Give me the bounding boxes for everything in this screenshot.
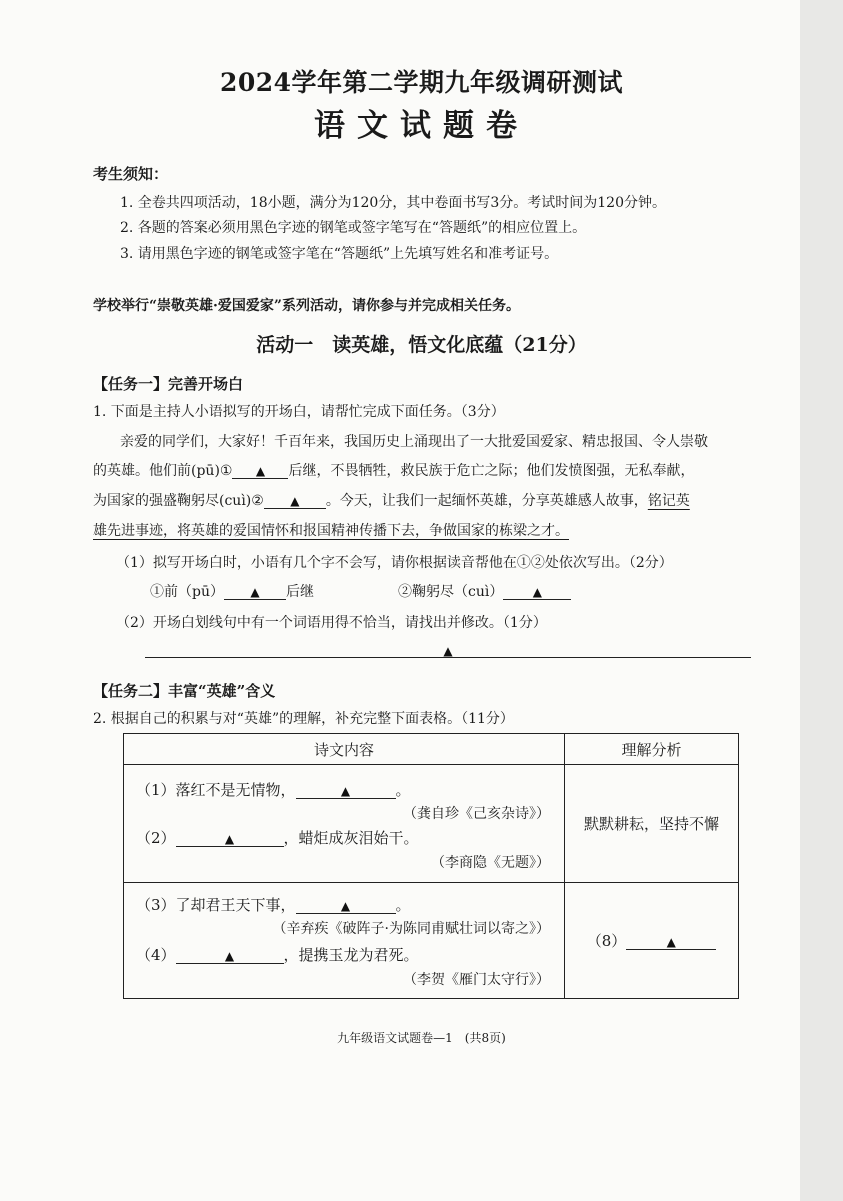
activity-intro: 学校举行“崇敬英雄·爱国爱家”系列活动，请你参与并完成相关任务。	[93, 298, 520, 314]
exam-title: 2024学年第二学期九年级调研测试	[219, 68, 624, 97]
poem-source: （李贺《雁门太守行》）	[403, 972, 550, 988]
table-header: 诗文内容	[124, 734, 565, 765]
underlined-sentence: 雄先进事迹，将英雄的爱国情怀和报国精神传播下去，争做国家的栋梁之才。	[93, 523, 569, 539]
poem-source: （辛弃疾《破阵子·为陈同甫赋壮词以寄之》）	[272, 921, 550, 937]
answer-blank-8[interactable]	[176, 948, 284, 964]
question-2: 2. 根据自己的积累与对“英雄”的理解，补充完整下面表格。（11分）	[93, 711, 514, 727]
blank-marker-icon: ▲	[666, 935, 676, 949]
analysis-label: （8）	[586, 932, 627, 950]
blank-marker-icon: ▲	[250, 585, 260, 599]
blank-marker-icon: ▲	[443, 644, 453, 658]
poem-line: （2） ▲ ，蜡炬成灰泪始干。	[136, 829, 419, 847]
blank-marker-icon: ▲	[255, 464, 266, 478]
answer-blank-4[interactable]	[503, 585, 571, 600]
answer-label: 后继	[285, 584, 314, 600]
page-footer: 九年级语文试题卷—1 (共8页)	[337, 1031, 506, 1045]
passage-line	[93, 460, 694, 480]
blank-marker-icon: ▲	[340, 899, 351, 913]
passage-text: 的英雄。他们前(pū)①	[93, 463, 233, 479]
table-cell-content	[124, 765, 565, 883]
table-cell-content	[124, 883, 565, 999]
analysis-cell	[565, 883, 739, 999]
answer-label: ②鞠躬尽（cuì）	[398, 584, 504, 600]
activity1-title: 活动一 读英雄，悟文化底蕴（21分）	[256, 334, 587, 356]
subquestion-1: （1）拟写开场白时，小语有几个字不会写，请你根据读音帮他在①②处依次写出。（2分）	[116, 555, 673, 571]
answer-blank-9[interactable]	[626, 934, 716, 950]
poem-line: （1）落红不是无情物， ▲ 。	[136, 781, 411, 799]
poem-line: （4） ▲ ，提携玉龙为君死。	[136, 946, 419, 964]
poem-line: （3）了却君王天下事， ▲ 。	[136, 896, 411, 914]
notice-item: 1. 全卷共四项活动，18小题，满分为120分，其中卷面书写3分。考试时间为120分钟。	[120, 195, 666, 211]
passage-text: 。今天，让我们一起缅怀英雄，分享英雄感人故事，	[325, 493, 648, 509]
answer-label: ①前（pū）	[150, 584, 224, 600]
blank-marker-icon: ▲	[290, 494, 300, 508]
subquestion-1-answers	[398, 581, 571, 601]
answer-line[interactable]	[145, 640, 751, 658]
blank-marker-icon: ▲	[532, 585, 542, 599]
poem-table	[123, 733, 739, 999]
answer-blank-6[interactable]	[176, 831, 284, 847]
passage-line	[93, 490, 690, 510]
blank-marker-icon: ▲	[224, 949, 235, 963]
passage-text: 为国家的强盛鞠躬尽(cuì)②	[93, 493, 264, 509]
exam-subtitle: 语文试题卷	[314, 108, 529, 144]
subquestion-2: （2）开场白划线句中有一个词语用得不恰当，请找出并修改。（1分）	[116, 615, 547, 631]
blank-marker-icon: ▲	[224, 832, 235, 846]
notice-item: 2. 各题的答案必须用黑色字迹的钢笔或签字笔写在“答题纸”的相应位置上。	[120, 220, 587, 236]
table-header: 理解分析	[565, 734, 739, 765]
passage-text: 后继，不畏牺牲，救民族于危亡之际；他们发愤图强，无私奉献，	[288, 463, 695, 479]
passage-line: 亲爱的同学们，大家好！千百年来，我国历史上涌现出了一大批爱国爱家、精忠报国、令人崇敬	[120, 434, 708, 450]
answer-blank-1[interactable]	[232, 464, 288, 479]
poem-source: （李商隐《无题》）	[431, 855, 550, 871]
answer-blank-7[interactable]	[296, 898, 396, 914]
answer-blank-5[interactable]	[296, 783, 396, 799]
notice-item: 3. 请用黑色字迹的钢笔或签字笔在“答题纸”上先填写姓名和准考证号。	[120, 246, 559, 262]
poem-source: （龚自珍《己亥杂诗》）	[403, 806, 550, 822]
notice-heading: 考生须知：	[93, 165, 169, 183]
underlined-sentence: 铭记英	[647, 493, 690, 509]
answer-blank-2[interactable]	[264, 494, 326, 509]
analysis-cell: 默默耕耘，坚持不懈	[565, 765, 739, 883]
answer-blank-3[interactable]	[224, 585, 286, 600]
subquestion-1-answers	[150, 581, 314, 601]
blank-marker-icon: ▲	[340, 784, 351, 798]
task2-title: 【任务二】丰富“英雄”含义	[93, 682, 276, 700]
task1-title: 【任务一】完善开场白	[93, 375, 244, 393]
question-1: 1. 下面是主持人小语拟写的开场白，请帮忙完成下面任务。（3分）	[93, 404, 505, 420]
